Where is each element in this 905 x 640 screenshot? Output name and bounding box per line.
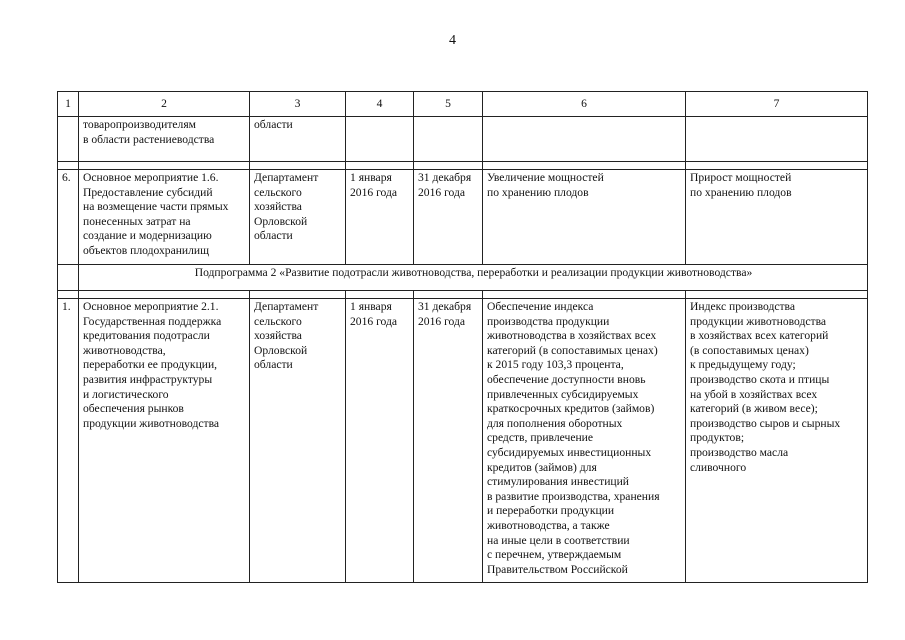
start-date-cell: 1 января 2016 года	[346, 299, 414, 583]
end-date-cell: 31 декабря 2016 года	[414, 170, 483, 265]
subprogram-title: Подпрограмма 2 «Развитие подотрасли животноводства, переработки и реализации продукции животноводства»	[79, 265, 868, 291]
activity-cell: товаропроизводителям в области растениеводства	[79, 117, 250, 162]
row-number: 6.	[58, 170, 79, 265]
column-header: 7	[686, 92, 868, 117]
column-header: 5	[414, 92, 483, 117]
result-cell	[483, 117, 686, 162]
row-separator	[58, 291, 868, 299]
activities-table	[57, 91, 868, 583]
page-number: 4	[449, 33, 456, 48]
result-cell: Обеспечение индекса производства продукции животноводства в хозяйствах всех категорий (в сопоставимых ценах) к 2015 году 103,3 процента, обеспечение доступности вновь привлеченных субсидируемых краткосрочных кредитов (займов) для пополнения оборотных средств, привлечение субсидируемых инвестиционных кредитов (займов) для стимулирования инвестиций в развитие производства, хранения и переработки продукции животноводства, а также на иные цели в соответствии с перечнем, утверждаемым Правительством Российской	[483, 299, 686, 583]
table-header-row	[58, 92, 868, 117]
executor-cell: Департамент сельского хозяйства Орловской области	[250, 299, 346, 583]
indicator-cell	[686, 117, 868, 162]
executor-cell: области	[250, 117, 346, 162]
activity-cell: Основное мероприятие 2.1. Государственная поддержка кредитования подотрасли животноводства, переработки ее продукции, развития инфраструктуры и логистического обеспечения рынков продукции животноводства	[79, 299, 250, 583]
table-row	[58, 170, 868, 265]
result-cell: Увеличение мощностей по хранению плодов	[483, 170, 686, 265]
indicator-cell: Прирост мощностей по хранению плодов	[686, 170, 868, 265]
start-date-cell: 1 января 2016 года	[346, 170, 414, 265]
row-number	[58, 117, 79, 162]
column-header: 4	[346, 92, 414, 117]
column-header: 3	[250, 92, 346, 117]
column-header: 1	[58, 92, 79, 117]
table-row	[58, 117, 868, 162]
start-date-cell	[346, 117, 414, 162]
row-separator	[58, 162, 868, 170]
activity-cell: Основное мероприятие 1.6. Предоставление субсидий на возмещение части прямых понесенных затрат на создание и модернизацию объектов плодохранилищ	[79, 170, 250, 265]
end-date-cell: 31 декабря 2016 года	[414, 299, 483, 583]
row-number: 1.	[58, 299, 79, 583]
subprogram-row	[58, 265, 868, 291]
executor-cell: Департамент сельского хозяйства Орловской области	[250, 170, 346, 265]
indicator-cell: Индекс производства продукции животноводства в хозяйствах всех категорий (в сопоставимых ценах) к предыдущему году; производство скота и птицы на убой в хозяйствах всех категорий (в живом весе); производство сыров и сырных продуктов; производство масла сливочного	[686, 299, 868, 583]
table-row	[58, 299, 868, 583]
column-header: 2	[79, 92, 250, 117]
column-header: 6	[483, 92, 686, 117]
end-date-cell	[414, 117, 483, 162]
